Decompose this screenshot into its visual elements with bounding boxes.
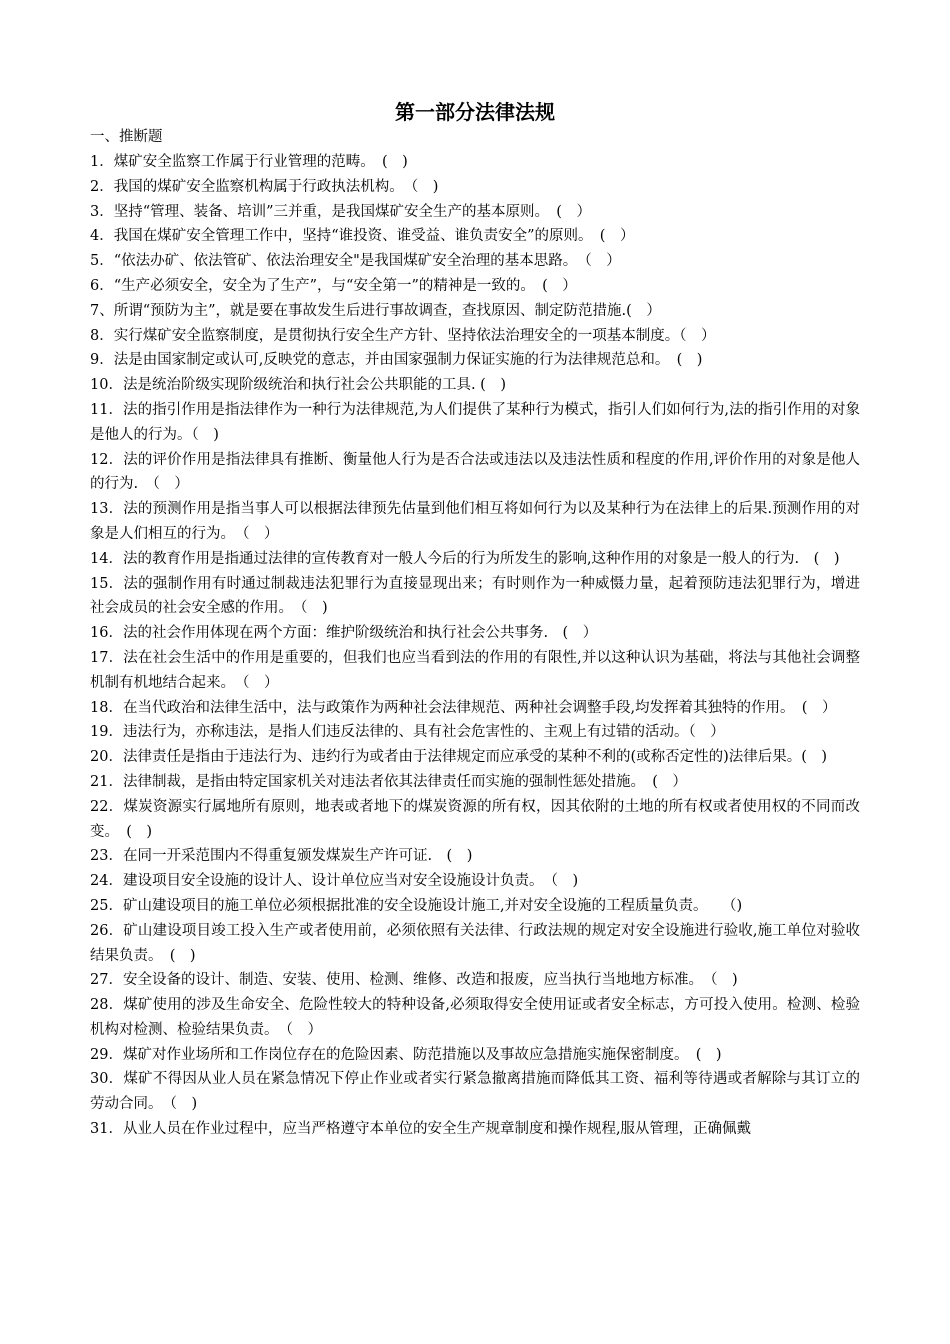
question-item: 4．我国在煤矿安全管理工作中，坚持“谁投资、谁受益、谁负责安全”的原则。 ( ） <box>90 228 635 245</box>
question-item: 12．法的评价作用是指法律具有推断、衡量他人行为是否合法或违法以及违法性质和程度的作用,评价作用的对象是他人的行为. （ ） <box>90 451 860 493</box>
question-item: 6．“生产必须安全，安全为了生产”，与“安全第一”的精神是一致的。 ( ） <box>90 277 577 294</box>
question-item: 15．法的强制作用有时通过制裁违法犯罪行为直接显现出来；有时则作为一种威慑力量，起着预防违法犯罪行为，增进社会成员的社会安全感的作用。 （ ) <box>90 575 860 617</box>
question-item: 26．矿山建设项目竣工投入生产或者使用前，必须依照有关法律、行政法规的规定对安全设施进行验收,施工单位对验收结果负责。 ( ) <box>90 922 860 964</box>
question-item: 8．实行煤矿安全监察制度，是贯彻执行安全生产方针、坚持依法治理安全的一项基本制度。（ ） <box>90 327 716 344</box>
question-item: 10．法是统治阶级实现阶级统治和执行社会公共职能的工具. ( ) <box>90 377 506 394</box>
question-item: 22．煤炭资源实行属地所有原则，地表或者地下的煤炭资源的所有权，因其依附的土地的所有权或者使用权的不同而改变。 ( ) <box>90 798 860 840</box>
question-item: 23．在同一开采范围内不得重复颁发煤炭生产许可证. ( ) <box>90 848 473 865</box>
question-item: 28．煤矿使用的涉及生命安全、危险性较大的特种设备,必须取得安全使用证或者安全标志，方可投入使用。检测、检验机构对检测、检验结果负责。 （ ） <box>90 997 860 1038</box>
question-item: 31．从业人员在作业过程中，应当严格遵守本单位的安全生产规章制度和操作规程,服从管理，正确佩戴 <box>90 1121 752 1138</box>
question-item: 16．法的社会作用体现在两个方面：维护阶级统治和执行社会公共事务. ( ） <box>90 625 598 642</box>
question-item: 13．法的预测作用是指当事人可以根据法律预先估量到他们相互将如何行为以及某种行为在法律上的后果.预测作用的对象是人们相互的行为。 （ ） <box>90 501 860 542</box>
section-heading: 一、推断题 <box>90 129 163 145</box>
question-item: 14．法的教育作用是指通过法律的宣传教育对一般人今后的行为所发生的影响,这种作用的对象是一般人的行为. ( ) <box>90 550 840 567</box>
question-item: 5．“依法办矿、依法管矿、依法治理安全"是我国煤矿安全治理的基本思路。 （ ） <box>90 253 621 270</box>
question-item: 3．坚持“管理、装备、培训”三并重，是我国煤矿安全生产的基本原则。 ( ） <box>90 203 591 220</box>
question-item: 24．建设项目安全设施的设计人、设计单位应当对安全设施设计负责。 （ ) <box>90 873 579 890</box>
question-item: 27．安全设备的设计、制造、安装、使用、检测、维修、改造和报废，应当执行当地地方标准。 （ ) <box>90 972 738 989</box>
question-item: 11．法的指引作用是指法律作为一种行为法律规范,为人们提供了某种行为模式，指引人们如何行为,法的指引作用的对象是他人的行为。（ ) <box>90 401 860 443</box>
question-list <box>90 150 860 1142</box>
question-item: 17．法在社会生活中的作用是重要的，但我们也应当看到法的作用的有限性,并以这种认识为基础，将法与其他社会调整机制有机地结合起来。 （ ） <box>90 649 860 691</box>
question-item: 7、所谓“预防为主”，就是要在事故发生后进行事故调查，查找原因、制定防范措施.( ） <box>90 302 661 319</box>
document-title: 第一部分法律法规 <box>395 100 555 124</box>
question-item: 20．法律责任是指由于违法行为、违约行为或者由于法律规定而应承受的某种不利的(或称否定性的)法律后果。( ) <box>90 749 828 766</box>
question-item: 29．煤矿对作业场所和工作岗位存在的危险因素、防范措施以及事故应急措施实施保密制度。 ( ) <box>90 1046 722 1063</box>
question-item: 9．法是由国家制定或认可,反映党的意志，并由国家强制力保证实施的行为法律规范总和。 ( ) <box>90 352 703 369</box>
question-item: 19．违法行为，亦称违法，是指人们违反法律的、具有社会危害性的、主观上有过错的活动。（ ） <box>90 724 725 741</box>
question-item: 25．矿山建设项目的施工单位必须根据批准的安全设施设计施工,并对安全设施的工程质量负责。 （) <box>90 897 743 914</box>
question-item: 2．我国的煤矿安全监察机构属于行政执法机构。 （ ) <box>90 178 439 195</box>
question-item: 30．煤矿不得因从业人员在紧急情况下停止作业或者实行紧急撤离措施而降低其工资、福利等待遇或者解除与其订立的劳动合同。 （ ) <box>90 1071 860 1113</box>
question-item: 21．法律制裁，是指由特定国家机关对违法者依其法律责任而实施的强制性惩处措施。 ( ） <box>90 773 687 790</box>
question-item: 18．在当代政治和法律生活中，法与政策作为两种社会法律规范、两种社会调整手段,均发挥着其独特的作用。 ( ） <box>90 699 837 716</box>
question-item: 1．煤矿安全监察工作属于行业管理的范畴。 ( ) <box>90 154 408 170</box>
